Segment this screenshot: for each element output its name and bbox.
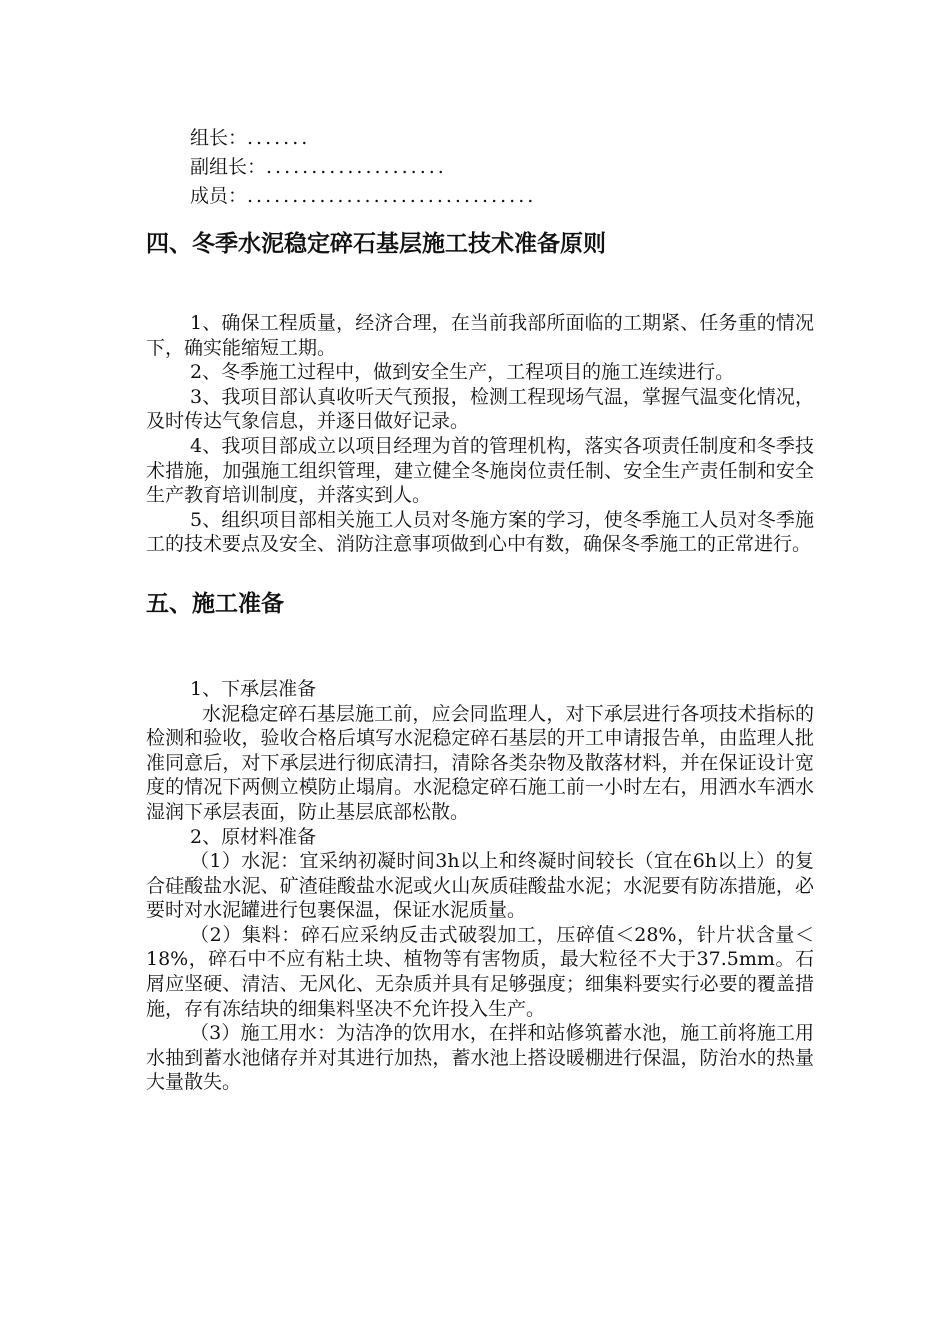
subsection-1-text: 水泥稳定碎石基层施工前，应会同监理人，对下承层进行各项技术指标的检测和验收，验收合格后填写水泥稳定碎石基层的开工申请报告单，由监理人批准同意后，对下承层进行彻底清扫，清除各类杂物及散落材料，并在保证设计宽度的情况下两侧立模防止塌肩。水泥稳定碎石施工前一小时左右，用洒水车洒水湿润下承层表面，防止基层底部松散。	[146, 702, 814, 823]
roster-leader	[190, 124, 814, 153]
principle-item-5: 5、组织项目部相关施工人员对冬施方案的学习，使冬季施工人员对冬季施工的技术要点及安全、消防注意事项做到心中有数，确保冬季施工的正常进行。	[146, 508, 814, 556]
principle-item-1: 1、确保工程质量，经济合理，在当前我部所面临的工期紧、任务重的情况下，确实能缩短工期。	[146, 312, 814, 359]
roster-leader-value: .......	[247, 127, 311, 149]
roster-deputy-value: ....................	[266, 156, 447, 178]
roster-members-value: ................................	[247, 185, 537, 207]
section-5-heading: 五、施工准备	[146, 590, 284, 617]
water-paragraph: （3）施工用水：为洁净的饮用水，在拌和站修筑蓄水池，施工前将施工用水抽到蓄水池储存并对其进行加热，蓄水池上搭设暖棚进行保温，防治水的热量大量散失。	[146, 1022, 814, 1094]
subsection-2-title: 2、原材料准备	[190, 825, 317, 848]
roster-deputy-label: 副组长：	[190, 156, 267, 178]
aggregate-paragraph: （2）集料：碎石应采纳反击式破裂加工，压碎值＜28%，针片状含量＜18%，碎石中不应有粘土块、植物等有害物质，最大粒径不大于37.5mm。石屑应坚硬、清洁、无风化、无杂质并具有足够强度；细集料要实行必要的覆盖措施，存有冻结块的细集料坚决不允许投入生产。	[146, 923, 814, 1020]
roster-list	[146, 124, 814, 211]
section-5-body	[146, 677, 814, 1095]
roster-members-label: 成员：	[190, 185, 248, 207]
section-4-heading: 四、冬季水泥稳定碎石基层施工技术准备原则	[146, 231, 606, 257]
cement-paragraph: （1）水泥：宜采纳初凝时间3h以上和终凝时间较长（宜在6h以上）的复合硅酸盐水泥、矿渣硅酸盐水泥或火山灰质硅酸盐水泥；水泥要有防冻措施，必要时对水泥罐进行包裹保温，保证水泥质量。	[146, 850, 814, 922]
principle-item-2: 2、冬季施工过程中，做到安全生产，工程项目的施工连续进行。	[190, 361, 735, 384]
roster-deputy	[190, 153, 814, 182]
principle-item-4: 4、我项目部成立以项目经理为首的管理机构，落实各项责任制度和冬季技术措施，加强施工组织管理，建立健全冬施岗位责任制、安全生产责任制和安全生产教育培训制度，并落实到人。	[146, 434, 814, 507]
roster-leader-label: 组长：	[190, 127, 248, 149]
document-page	[146, 124, 814, 1095]
subsection-1-title: 1、下承层准备	[190, 677, 317, 700]
roster-members	[190, 182, 814, 211]
section-4-body	[146, 311, 814, 557]
principle-item-3: 3、我项目部认真收听天气预报，检测工程现场气温，掌握气温变化情况，及时传达气象信息，并逐日做好记录。	[146, 385, 814, 433]
